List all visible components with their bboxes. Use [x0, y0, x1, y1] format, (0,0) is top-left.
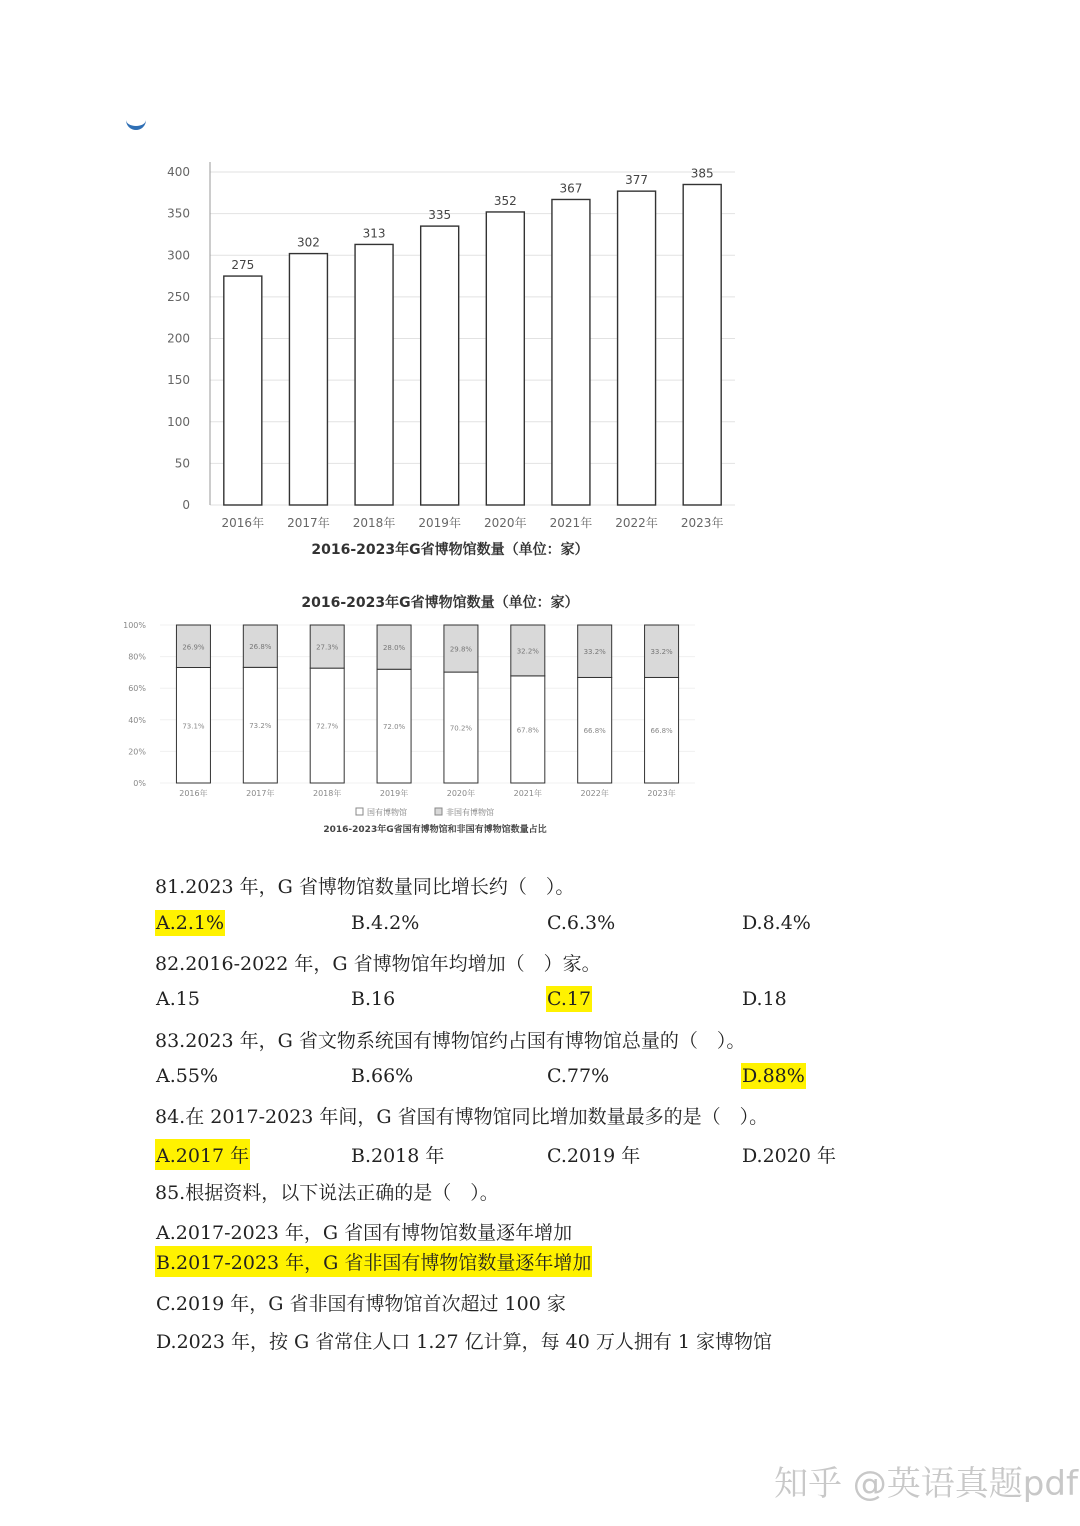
data-label: 72.7%: [316, 722, 339, 731]
x-tick-label: 2016年: [179, 789, 208, 798]
q83-option-c: C.77%: [547, 1065, 610, 1087]
q85-option-b: B.2017-2023 年，G 省非国有博物馆数量逐年增加: [155, 1246, 592, 1277]
x-tick-label: 2022年: [580, 789, 609, 798]
data-label: 73.2%: [249, 722, 272, 731]
q82-option-b: B.16: [351, 988, 396, 1010]
data-label: 26.9%: [182, 643, 205, 652]
q84-option-b: B.2018 年: [351, 1145, 445, 1167]
data-label: 66.8%: [650, 727, 673, 736]
q82-option-a: A.15: [156, 988, 200, 1010]
q84-option-d: D.2020 年: [742, 1145, 836, 1167]
question-84-stem: 84.在 2017-2023 年间，G 省国有博物馆同比增加数量最多的是（ ）。: [155, 1106, 769, 1128]
data-label: 313: [362, 226, 386, 241]
y-tick-label: 350: [167, 206, 190, 221]
chart-title: 2016-2023年G省博物馆数量（单位：家）: [301, 595, 579, 611]
chart-title: 2016-2023年G省博物馆数量（单位：家）: [311, 542, 589, 558]
data-label: 27.3%: [316, 643, 339, 652]
q81-option-c: C.6.3%: [547, 912, 616, 934]
x-tick-label: 2021年: [513, 789, 542, 798]
bar: [683, 184, 721, 505]
data-label: 367: [559, 181, 583, 196]
y-tick-label: 400: [167, 165, 190, 179]
data-label: 73.1%: [182, 722, 205, 731]
q81-option-b: B.4.2%: [351, 912, 420, 934]
x-tick-label: 2023年: [647, 789, 676, 798]
q81-option-d: D.8.4%: [742, 912, 811, 934]
data-label: 33.2%: [583, 648, 606, 657]
x-tick-label: 2017年: [287, 516, 330, 530]
x-tick-label: 2023年: [680, 516, 724, 530]
y-tick-label: 150: [167, 373, 190, 388]
data-label: 302: [296, 235, 320, 250]
bar: [355, 244, 393, 505]
corner-mark: [126, 112, 146, 130]
data-label: 72.0%: [382, 723, 406, 732]
y-tick-label: 80%: [128, 652, 146, 662]
y-tick-label: 0: [182, 498, 190, 512]
legend-label-state: 国有博物馆: [367, 808, 407, 817]
y-tick-label: 200: [167, 331, 190, 346]
legend: [356, 807, 494, 817]
q84-option-c: C.2019 年: [547, 1145, 641, 1167]
y-tick-label: 250: [167, 289, 190, 304]
y-tick-label: 100%: [123, 621, 146, 630]
x-tick-label: 2020年: [484, 516, 527, 530]
bar: [552, 199, 590, 505]
watermark: 知乎 @英语真题pdf: [774, 1464, 1078, 1504]
question-81-stem: 81.2023 年，G 省博物馆数量同比增长约（ ）。: [155, 876, 575, 898]
data-label: 33.2%: [650, 648, 673, 657]
data-label: 352: [493, 193, 517, 208]
q81-option-a: A.2.1%: [156, 912, 225, 934]
bar: [421, 226, 459, 505]
y-tick-label: 20%: [128, 747, 146, 757]
question-82-stem: 82.2016-2022 年，G 省博物馆年均增加（ ）家。: [155, 953, 601, 975]
bar: [289, 254, 327, 505]
question-85-stem: 85.根据资料，以下说法正确的是（ ）。: [155, 1182, 499, 1204]
question-83-stem: 83.2023 年，G 省文物系统国有博物馆约占国有博物馆总量的（ ）。: [155, 1030, 746, 1052]
y-tick-label: 50: [174, 456, 190, 471]
data-label: 66.8%: [583, 727, 606, 736]
chart-caption: 2016-2023年G省国有博物馆和非国有博物馆数量占比: [323, 825, 547, 835]
y-tick-label: 40%: [128, 715, 146, 725]
bar: [618, 191, 656, 505]
q83-option-b: B.66%: [351, 1065, 414, 1087]
x-tick-label: 2022年: [615, 516, 658, 530]
q83-option-a: A.55%: [156, 1065, 218, 1087]
x-tick-label: 2018年: [313, 789, 342, 798]
legend-label-private: 非国有博物馆: [446, 808, 494, 817]
data-label: 29.8%: [449, 645, 473, 654]
legend-swatch-private: [435, 808, 442, 815]
q82-option-d: D.18: [742, 988, 787, 1010]
q85-option-d: D.2023 年，按 G 省常住人口 1.27 亿计算，每 40 万人拥有 1 家博物馆: [156, 1331, 773, 1353]
data-label: 28.0%: [382, 644, 406, 653]
data-label: 335: [428, 208, 452, 223]
x-tick-label: 2016年: [221, 516, 265, 530]
q82-option-c: C.17: [547, 988, 592, 1010]
q84-option-a: A.2017 年: [155, 1139, 250, 1170]
bar: [486, 212, 524, 505]
data-label: 70.2%: [449, 724, 473, 733]
data-label: 32.2%: [516, 647, 539, 656]
y-tick-label: 300: [167, 248, 190, 263]
ownership-share-chart: [120, 580, 700, 840]
legend-swatch-state: [356, 808, 363, 815]
y-tick-label: 100: [167, 414, 190, 429]
q85-option-c: C.2019 年，G 省非国有博物馆首次超过 100 家: [156, 1293, 566, 1315]
data-label: 26.8%: [249, 643, 272, 652]
x-tick-label: 2018年: [352, 516, 396, 530]
y-tick-label: 0%: [133, 779, 146, 788]
data-label: 377: [625, 173, 649, 188]
x-tick-label: 2017年: [246, 789, 275, 798]
x-tick-label: 2020年: [446, 789, 476, 798]
data-label: 67.8%: [516, 726, 539, 735]
x-tick-label: 2019年: [418, 516, 461, 530]
y-tick-label: 60%: [128, 684, 146, 694]
q83-option-d: D.88%: [742, 1065, 805, 1087]
x-tick-label: 2021年: [549, 516, 593, 530]
data-label: 275: [231, 258, 255, 273]
data-label: 385: [690, 166, 714, 181]
q85-option-a: A.2017-2023 年，G 省国有博物馆数量逐年增加: [156, 1222, 573, 1244]
museum-count-bar-chart: [160, 150, 750, 570]
x-tick-label: 2019年: [379, 789, 409, 798]
bar: [224, 276, 262, 505]
